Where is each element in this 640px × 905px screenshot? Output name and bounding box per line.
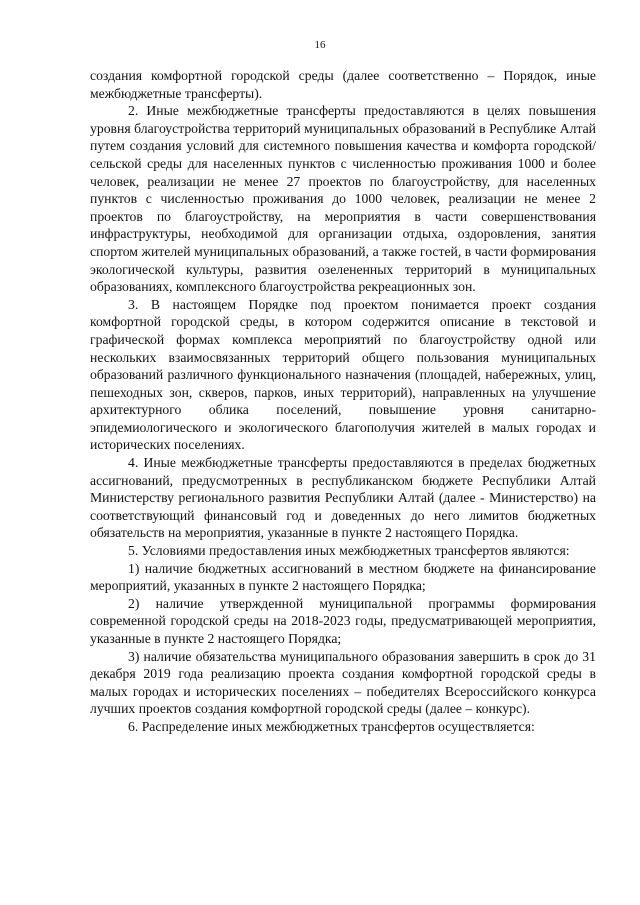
- paragraph-item-3: 3. В настоящем Порядке под проектом понимается проект создания комфортной городской среды, в котором содержится описание в текстовой и графической формах комплекса мероприятий по благоустройству одной или нескольких взаимосвязанных территорий общего пользования муниципальных образований различного функционального назначения (площадей, набережных, улиц, пешеходных зон, скверов, парков, иных территорий), направленных на улучшение архитектурного облика поселений, повышение уровня санитарно-эпидемиологического и экологического благополучия жителей в малых городах и исторических поселениях.: [90, 296, 596, 453]
- paragraph-condition-3: 3) наличие обязательства муниципального образования завершить в срок до 31 декабря 2019 года реализацию проекта создания комфортной городской среды в малых городах и исторических поселениях – победителях Всероссийского конкурса лучших проектов создания комфортной городской среды (далее – конкурс).: [90, 648, 596, 717]
- paragraph-item-2: 2. Иные межбюджетные трансферты предоставляются в целях повышения уровня благоустройства территорий муниципальных образований в Республике Алтай путем создания условий для системного повышения качества и комфорта городской/сельской среды для населенных пунктов с численностью проживания 1000 и более человек, реализации не менее 27 проектов по благоустройству, для населенных пунктов с численностью проживания до 1000 человек, реализации не менее 2 проектов по благоустройству, на мероприятия в части совершенствования инфраструктуры, необходимой для организации отдыха, оздоровления, занятия спортом жителей муниципальных образований, а также гостей, в части формирования экологической культуры, развития озелененных территорий в муниципальных образованиях, комплексного благоустройства рекреационных зон.: [90, 103, 596, 295]
- document-body: [90, 67, 596, 736]
- page-number: 16: [314, 39, 326, 51]
- paragraph-condition-2: 2) наличие утвержденной муниципальной программы формирования современной городской среды на 2018-2023 годы, предусматривающей мероприятия, указанные в пункте 2 настоящего Порядка;: [90, 595, 596, 646]
- paragraph-condition-1: 1) наличие бюджетных ассигнований в местном бюджете на финансирование мероприятий, указанных в пункте 2 настоящего Порядка;: [90, 560, 596, 594]
- paragraph-continuation: создания комфортной городской среды (далее соответственно – Порядок, иные межбюджетные трансферты).: [90, 68, 596, 101]
- paragraph-item-4: 4. Иные межбюджетные трансферты предоставляются в пределах бюджетных ассигнований, предусмотренных в республиканском бюджете Республики Алтай Министерству регионального развития Республики Алтай (далее - Министерство) на соответствующий финансовый год и доведенных до него лимитов бюджетных обязательств на мероприятия, указанные в пункте 2 настоящего Порядка.: [90, 455, 596, 541]
- paragraph-item-5: 5. Условиями предоставления иных межбюджетных трансфертов являются:: [128, 543, 570, 559]
- paragraph-item-6: 6. Распределение иных межбюджетных трансфертов осуществляется:: [128, 718, 535, 734]
